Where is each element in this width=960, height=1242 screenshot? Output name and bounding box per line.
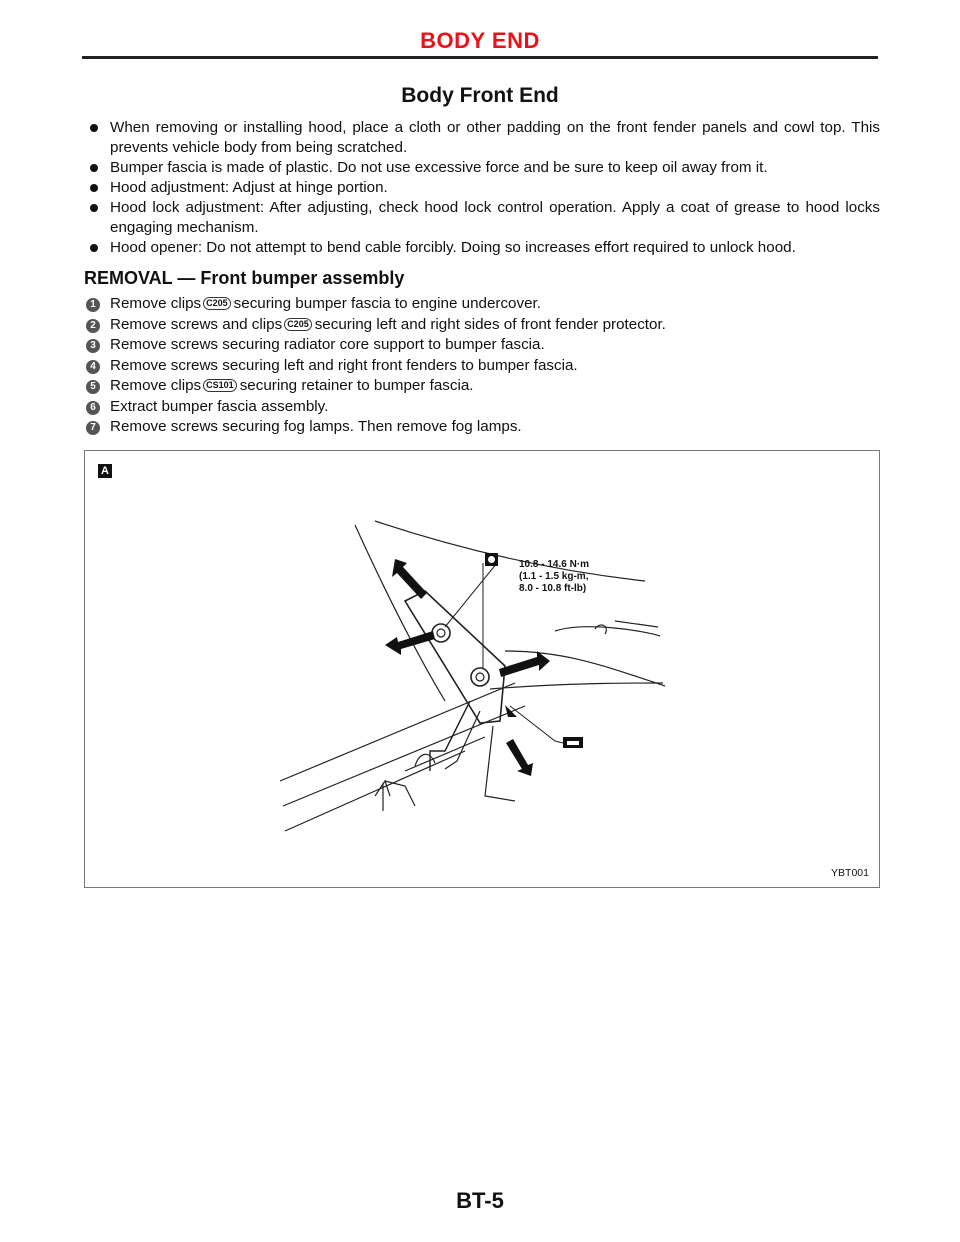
clip-symbol-icon: C205 bbox=[203, 297, 231, 310]
step-number-icon: 6 bbox=[86, 401, 100, 415]
removal-title: REMOVAL — Front bumper assembly bbox=[84, 268, 405, 288]
note-item: Bumper fascia is made of plastic. Do not use excessive force and be sure to keep oil away from it. bbox=[90, 158, 880, 178]
header-rule bbox=[82, 56, 878, 59]
torque-spec: 10.8 - 14.6 N·m (1.1 - 1.5 kg-m, 8.0 - 10.8 ft-lb) bbox=[519, 559, 590, 594]
arrow-up-left-icon bbox=[392, 559, 427, 599]
notes-list bbox=[90, 118, 880, 258]
hinge-bolt bbox=[471, 668, 489, 686]
step-number-icon: 4 bbox=[86, 360, 100, 374]
note-item: Hood opener: Do not attempt to bend cable forcibly. Doing so increases effort required to unlock hood. bbox=[90, 238, 880, 258]
hood-edge-line bbox=[375, 521, 645, 581]
step-number-icon: 1 bbox=[86, 298, 100, 312]
step-item: 6 Extract bumper fascia assembly. bbox=[86, 397, 666, 418]
step-item: 7 Remove screws securing fog lamps. Then remove fog lamps. bbox=[86, 417, 666, 438]
section-title: Body Front End bbox=[401, 84, 559, 107]
hood-hinge-illustration bbox=[85, 451, 879, 887]
cowl-line bbox=[505, 651, 665, 686]
note-item: When removing or installing hood, place a cloth or other padding on the front fender panels and cowl top. This prevents vehicle body from being scratched. bbox=[90, 118, 880, 158]
fender-edge-line bbox=[355, 525, 445, 701]
figure-badge-icon: A bbox=[98, 464, 112, 478]
grease-symbol-icon bbox=[563, 737, 583, 748]
bullet-icon bbox=[90, 184, 98, 192]
page-number: BT-5 bbox=[456, 1188, 504, 1213]
step-item: 1 Remove clips C205 securing bumper fascia to engine undercover. bbox=[86, 294, 666, 315]
bullet-icon bbox=[90, 204, 98, 212]
bullet-icon bbox=[90, 164, 98, 172]
panel-line-upper bbox=[280, 683, 515, 781]
hinge-bolt bbox=[432, 624, 450, 642]
step-number-icon: 2 bbox=[86, 319, 100, 333]
step-number-icon: 7 bbox=[86, 421, 100, 435]
clip-symbol-icon: C205 bbox=[284, 318, 312, 331]
step-item: 2 Remove screws and clips C205 securing left and right sides of front fender protector. bbox=[86, 315, 666, 336]
step-item: 5 Remove clips CS101 securing retainer to bumper fascia. bbox=[86, 376, 666, 397]
note-item: Hood adjustment: Adjust at hinge portion. bbox=[90, 178, 880, 198]
arrow-down-icon bbox=[506, 739, 533, 776]
figure-code: YBT001 bbox=[831, 867, 869, 879]
step-number-icon: 5 bbox=[86, 380, 100, 394]
removal-steps bbox=[86, 294, 666, 438]
clip-symbol-icon: CS101 bbox=[203, 379, 237, 392]
step-number-icon: 3 bbox=[86, 339, 100, 353]
arrow-right-icon bbox=[499, 651, 550, 677]
step-item: 4 Remove screws securing left and right front fenders to bumper fascia. bbox=[86, 356, 666, 377]
note-item: Hood lock adjustment: After adjusting, check hood lock control operation. Apply a coat of grease to hood locks engaging mechanism. bbox=[90, 198, 880, 238]
hood-hinge-figure bbox=[84, 450, 880, 888]
bullet-icon bbox=[90, 124, 98, 132]
bullet-icon bbox=[90, 244, 98, 252]
page-header-title: BODY END bbox=[420, 28, 540, 53]
step-item: 3 Remove screws securing radiator core support to bumper fascia. bbox=[86, 335, 666, 356]
arrow-left-icon bbox=[385, 631, 435, 655]
torque-symbol-icon bbox=[485, 553, 498, 566]
